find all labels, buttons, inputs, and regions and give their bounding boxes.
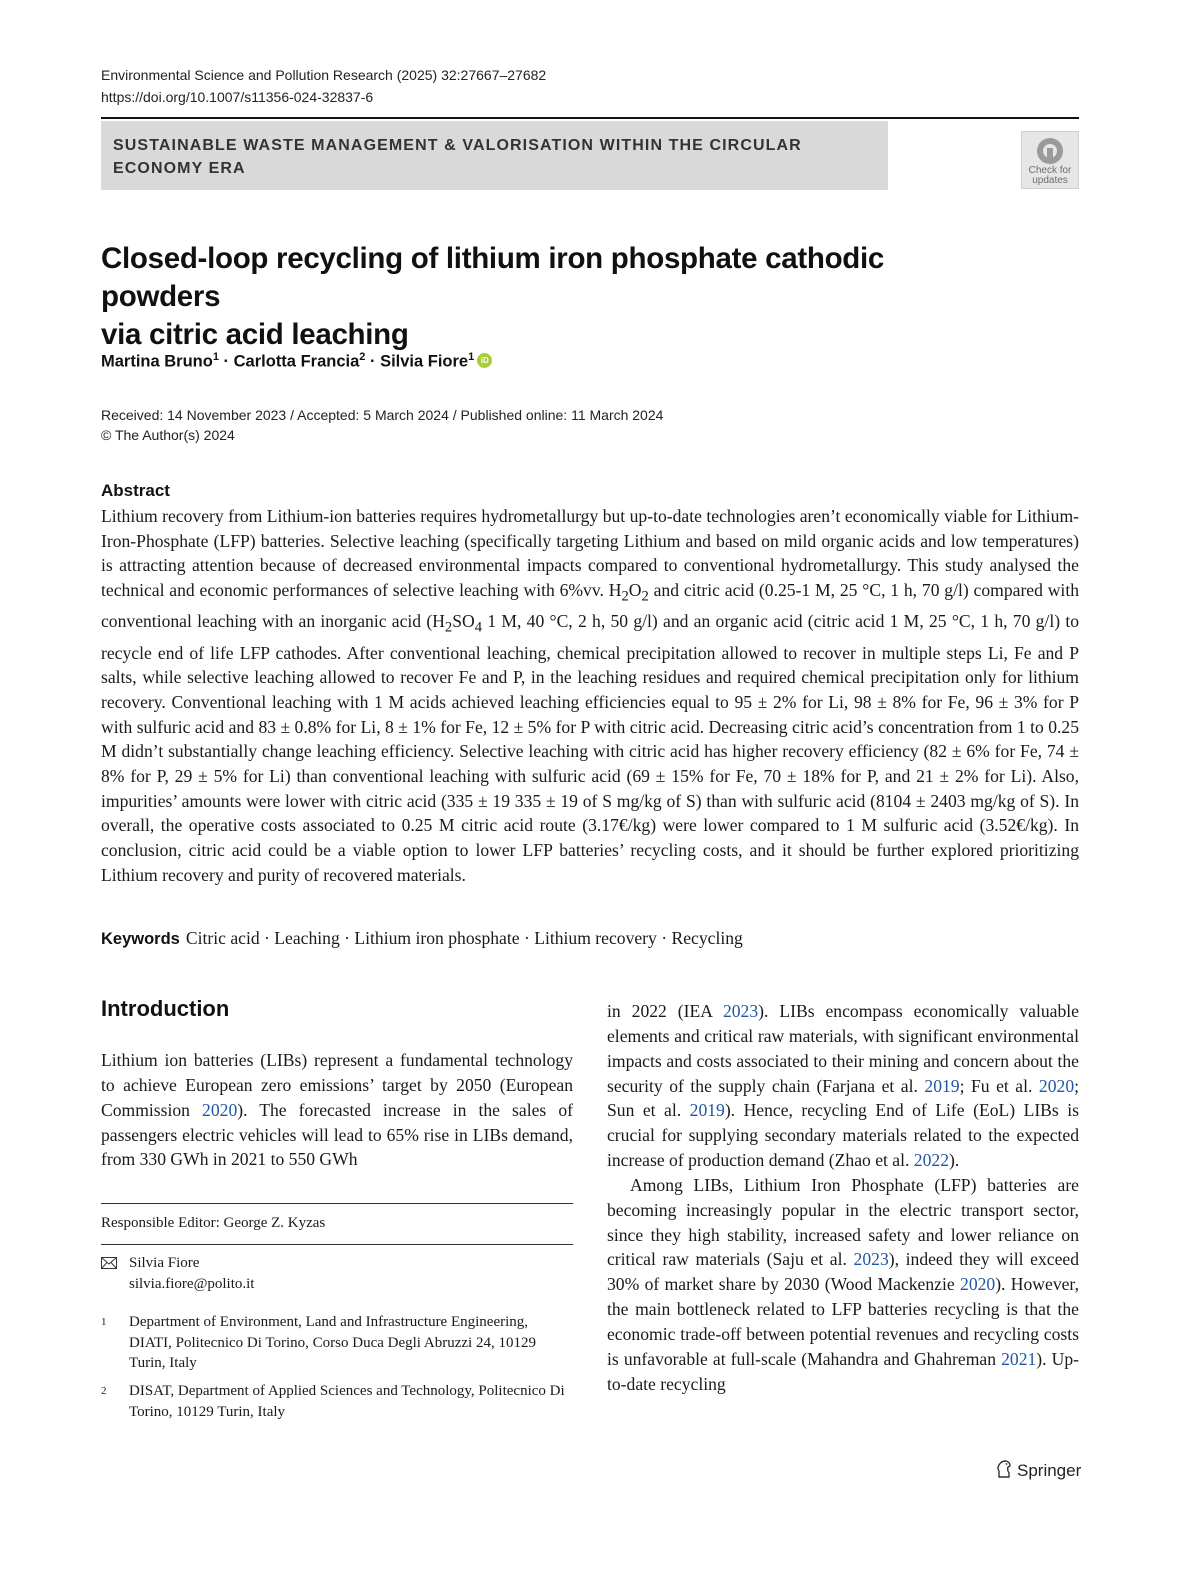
keywords-label: Keywords bbox=[101, 930, 180, 948]
copyright-line: © The Author(s) 2024 bbox=[101, 427, 235, 443]
author-separator: · bbox=[218, 352, 234, 371]
intro-paragraph-2 bbox=[607, 1173, 1079, 1397]
citation-link[interactable]: 2019 bbox=[689, 1100, 725, 1121]
body-text: Lithium ion batteries (LIBs) represent a fundamental technology to achieve European zero emissions’ target by 2050 (European Commission bbox=[101, 1050, 573, 1120]
body-text: ), indeed they will exceed 30% of market share by 2030 (Wood Mackenzie bbox=[607, 1249, 1079, 1295]
author-affiliation-mark: 1 bbox=[468, 351, 475, 363]
title-line-1: Closed-loop recycling of lithium iron phosphate cathodic powders bbox=[101, 242, 885, 313]
orcid-icon[interactable]: iD bbox=[477, 353, 492, 368]
affiliation-1 bbox=[101, 1312, 573, 1374]
citation-link[interactable]: 2023 bbox=[722, 1001, 759, 1021]
citation-link[interactable]: 2020 bbox=[960, 1274, 996, 1295]
article-title bbox=[101, 240, 1001, 354]
intro-paragraph-1 bbox=[101, 1048, 573, 1172]
author-name[interactable]: Martina Bruno bbox=[101, 352, 213, 371]
springer-horse-icon bbox=[995, 1459, 1013, 1479]
body-text: ; Fu et al. bbox=[959, 1075, 1039, 1096]
journal-header bbox=[101, 64, 546, 108]
citation-link[interactable]: 2020 bbox=[1038, 1075, 1075, 1096]
subscript: 2 bbox=[621, 588, 629, 605]
footnote-rule bbox=[101, 1203, 573, 1204]
abstract-text: and citric acid (0.25-1 M, 25 °C, 1 h, 70 g/l) compared with conventional leaching with an inorganic acid (H bbox=[101, 580, 1080, 632]
body-text: ). Hence, recycling End of Life (EoL) LIBs is crucial for supplying secondary materials related to the expected increase of production demand (Zhao et al. bbox=[607, 1100, 1079, 1171]
abstract-text: 1 M, 40 °C, 2 h, 50 g/l) and an organic acid (citric acid 1 M, 25 °C, 1 h, 70 g/l) to recycle end of life LFP cathodes. After conventional leaching, chemical precipitation allowed to recover in multiple steps Li, Fe and P salts, while selective leaching allowed to recover Fe and P, in the leaching residues and required chemical precipitation only for lithium recovery. Conventional leaching with 1 M acids achieved leaching efficiencies equal to 95 ± 2% for Li, 98 ± 8% for Fe, 96 ± 3% for P with sulfuric acid and 83 ± 0.8% for Li, 8 ± 1% for Fe, 12 ± 5% for P with citric acid. Decreasing citric acid’s concentration from 1 to 0.25 M didn’t substantially change leaching efficiency. Selective leaching with citric acid has higher recovery efficiency (82 ± 6% for Fe, 74 ± 8% for P, 29 ± 5% for Li) than conventional leaching with sulfuric acid (69 ± 15% for Fe, 70 ± 18% for P, and 21 ± 2% for Li). Also, impurities’ amounts were lower with citric acid (335 ± 19 335 ± 19 of S mg/kg of S) than with sulfuric acid (8104 ± 2403 mg/kg of S). In overall, the operative costs associated to 0.25 M citric acid route (3.17€/kg) were lower compared to 1 M sulfuric acid (3.52€/kg). In conclusion, citric acid could be a viable option to lower LFP batteries’ recycling costs, and it should be further explored prioritizing Lithium recovery and purity of recovered materials. bbox=[101, 611, 1080, 885]
citation-link[interactable]: 2021 bbox=[1001, 1348, 1037, 1369]
section-banner bbox=[101, 121, 888, 190]
abstract-body bbox=[101, 504, 1079, 888]
history-dates: Received: 14 November 2023 / Accepted: 5 March 2024 / Published online: 11 March 2024 bbox=[101, 407, 664, 423]
check-updates-line-1: Check for bbox=[1028, 165, 1072, 176]
header-rule bbox=[101, 117, 1079, 119]
banner-line-2: ECONOMY ERA bbox=[113, 160, 246, 177]
check-for-updates-button[interactable] bbox=[1021, 131, 1079, 189]
banner-line-1: SUSTAINABLE WASTE MANAGEMENT & VALORISATION WITHIN THE CIRCULAR bbox=[113, 137, 802, 154]
contact-name: Silvia Fiore bbox=[129, 1255, 200, 1271]
citation-link[interactable]: 2020 bbox=[202, 1099, 238, 1120]
author-separator: · bbox=[365, 352, 381, 371]
body-text: ). The forecasted increase in the sales of passengers electric vehicles will lead to 65% rise in LIBs demand, from 330 GWh in 2021 to 550 GWh bbox=[101, 1099, 573, 1170]
contact-email[interactable]: silvia.fiore@polito.it bbox=[129, 1275, 255, 1292]
publisher-logo bbox=[995, 1459, 1081, 1482]
journal-citation: Environmental Science and Pollution Research (2025) 32:27667–27682 bbox=[101, 67, 547, 83]
abstract-text: Lithium recovery from Lithium-ion batteries requires hydrometallurgy but up-to-date technologies aren’t economically viable for Lithium-Iron-Phosphate (LFP) batteries. Selective leaching (specifically targeting Lithium and based on mild organic acids and low temperatures) is attracting attention because of decreased environmental impacts compared to conventional hydrometallurgy. This study analysed the technical and economic performances of selective leaching with 6%vv. H bbox=[101, 506, 1079, 601]
right-column bbox=[607, 999, 1079, 1397]
affiliation-mark: 1 bbox=[101, 1316, 107, 1328]
affiliation-mark: 2 bbox=[101, 1385, 107, 1397]
footnote-rule bbox=[101, 1244, 573, 1245]
introduction-heading: Introduction bbox=[101, 996, 230, 1021]
citation-link[interactable]: 2022 bbox=[913, 1150, 949, 1171]
affiliation-2 bbox=[101, 1381, 573, 1422]
title-line-2: via citric acid leaching bbox=[101, 318, 409, 351]
left-column bbox=[101, 1048, 573, 1172]
check-updates-line-2: updates bbox=[1032, 175, 1068, 186]
subscript: 2 bbox=[641, 588, 649, 605]
responsible-editor: Responsible Editor: George Z. Kyzas bbox=[101, 1215, 326, 1231]
doi-link[interactable]: https://doi.org/10.1007/s11356-024-32837-6 bbox=[101, 89, 374, 105]
intro-paragraph-1-continued bbox=[607, 999, 1079, 1173]
abstract-text: SO bbox=[452, 611, 475, 632]
affiliation-text: Department of Environment, Land and Infrastructure Engineering, DIATI, Politecnico Di Torino, Corso Duca Degli Abruzzi 24, 10129 Turin, Italy bbox=[129, 1314, 536, 1371]
body-text: ; Sun et al. bbox=[607, 1075, 1079, 1121]
abstract-text: O bbox=[628, 580, 642, 601]
citation-link[interactable]: 2023 bbox=[853, 1249, 889, 1270]
publication-dates bbox=[101, 405, 663, 445]
author-affiliation-mark: 2 bbox=[359, 351, 366, 363]
body-text: in 2022 (IEA bbox=[607, 1001, 723, 1021]
body-text: ). However, the main bottleneck related to LFP batteries recycling is that the economic trade-off between potential revenues and recycling costs is unfavorable at full-scale (Mahandra and Ghahreman bbox=[607, 1274, 1079, 1369]
citation-link[interactable]: 2019 bbox=[924, 1075, 960, 1096]
author-name[interactable]: Carlotta Francia bbox=[233, 352, 360, 371]
keywords bbox=[101, 926, 743, 951]
affiliation-text: DISAT, Department of Applied Sciences and Technology, Politecnico Di Torino, 10129 Turin, Italy bbox=[129, 1383, 565, 1420]
subscript: 2 bbox=[444, 619, 453, 636]
corresponding-author bbox=[101, 1253, 573, 1294]
publisher-name: Springer bbox=[1017, 1461, 1082, 1480]
keywords-list: Citric acid · Leaching · Lithium iron phosphate · Lithium recovery · Recycling bbox=[185, 928, 743, 948]
author-name[interactable]: Silvia Fiore bbox=[380, 352, 469, 371]
body-text: Among LIBs, Lithium Iron Phosphate (LFP) batteries are becoming increasingly popular in the electric transport sector, since they high stability, increased safety and lower reliance on critical raw materials (Saju et al. bbox=[607, 1174, 1079, 1270]
author-affiliation-mark: 1 bbox=[212, 351, 219, 363]
body-text: ). Up-to-date recycling bbox=[607, 1348, 1079, 1394]
subscript: 4 bbox=[474, 619, 483, 636]
check-for-updates-icon bbox=[1035, 136, 1065, 166]
abstract-heading: Abstract bbox=[101, 481, 170, 500]
body-text: ). LIBs encompass economically valuable elements and critical raw materials, with significant environmental impacts and costs associated to their mining and concern about the security of the supply chain (Farjana et al. bbox=[607, 1001, 1079, 1096]
body-text: ). bbox=[948, 1150, 960, 1171]
author-list bbox=[101, 345, 492, 374]
envelope-icon bbox=[101, 1257, 117, 1269]
